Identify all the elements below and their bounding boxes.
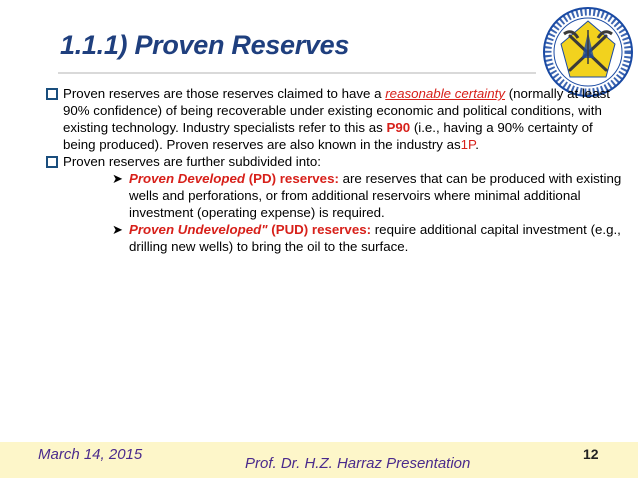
- bullet-text: (normally at least 90% confidence) of being recoverable under existing economic and political conditions, with existing technology. Industry specialists refer to this as: [63, 86, 610, 135]
- subbullet-proven-developed: [46, 170, 624, 221]
- term-proven-undeveloped: Proven Undeveloped": [129, 222, 268, 237]
- term-proven-developed: Proven Developed: [129, 171, 246, 186]
- bullet-text: Proven reserves are those reserves claimed to have a: [63, 86, 386, 101]
- slide-title: 1.1.1) Proven Reserves: [60, 30, 350, 60]
- subbullet-text: require additional capital investment (e.g., drilling new wells) to bring the oil to the surface.: [129, 222, 621, 254]
- title-divider: [58, 72, 536, 74]
- bullet-text: (i.e., having a 90% certainty of being produced). Proven reserves are also known in the industry as: [63, 120, 593, 152]
- bullet-subdivided: [46, 153, 624, 170]
- page-number: 12: [583, 446, 599, 462]
- highlight-p90: P90: [386, 120, 411, 135]
- highlight-reasonable-certainty: reasonable certainty: [385, 86, 505, 101]
- bullet-text: .: [475, 137, 479, 152]
- checkbox-square-icon: [46, 88, 58, 100]
- arrow-bullet-icon: ➤: [112, 171, 123, 186]
- slide-body: [46, 85, 624, 255]
- subbullet-text: are reserves that can be produced with existing wells and perforations, or from additional reservoirs where minimal additional investment (operating expense) is required.: [129, 171, 622, 220]
- footer-presenter: Prof. Dr. H.Z. Harraz Presentation: [245, 455, 471, 472]
- subbullet-proven-undeveloped: [46, 221, 624, 255]
- checkbox-square-icon: [46, 156, 58, 168]
- term-abbreviation-pud: (PUD) reserves:: [267, 222, 372, 237]
- bullet-proven-reserves-definition: [46, 85, 624, 153]
- bullet-text: Proven reserves are further subdivided into:: [63, 154, 321, 169]
- footer-date: March 14, 2015: [38, 446, 143, 463]
- highlight-1p: 1P: [460, 137, 476, 152]
- arrow-bullet-icon: ➤: [112, 222, 123, 237]
- term-abbreviation-pd: (PD) reserves:: [245, 171, 339, 186]
